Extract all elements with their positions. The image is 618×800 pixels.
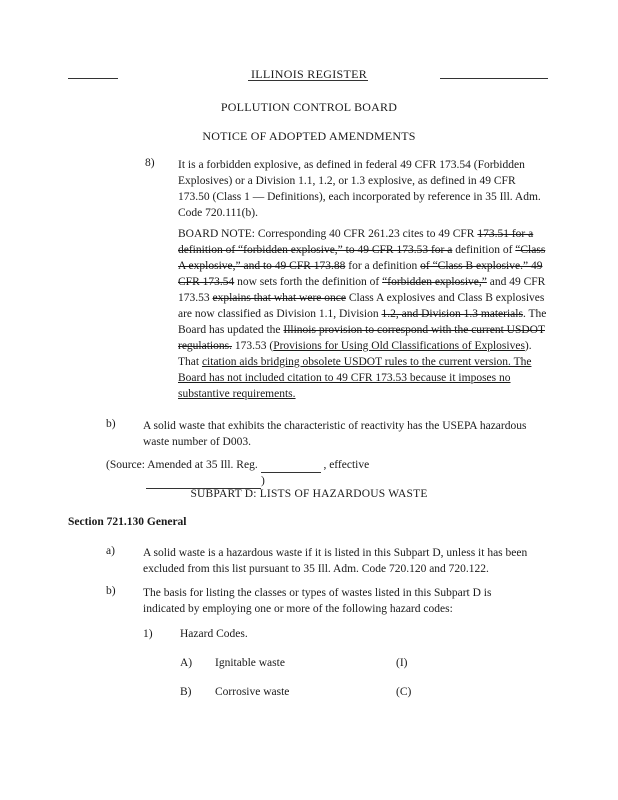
register-title: ILLINOIS REGISTER bbox=[250, 67, 368, 81]
board-note-underlined: Provisions for Using Old Classifications of Explosives bbox=[273, 340, 525, 352]
board-note-part: and 49 CFR 173.53 bbox=[178, 276, 546, 304]
source-suffix: ) bbox=[261, 475, 265, 487]
board-note-part: BOARD NOTE: Corresponding 40 CFR 261.23 cites to 49 CFR bbox=[178, 228, 478, 240]
board-note-struck: 1.2, and Division 1.3 materials bbox=[381, 308, 523, 320]
source-reg-blank bbox=[261, 472, 321, 473]
source-line bbox=[106, 457, 526, 489]
item-b-label: b) bbox=[106, 418, 116, 430]
board-note-underlined: citation aids bridging obsolete USDOT rules to the current version. The Board has not included citation to 49 CFR 173.53 because it imposes no substantive requirements. bbox=[178, 356, 532, 400]
section-b-label: b) bbox=[106, 585, 116, 597]
subpart-heading: SUBPART D: LISTS OF HAZARDOUS WASTE bbox=[190, 488, 428, 500]
board-note-part: Class A explosives and Class B explosives are now classified as Division 1.1, Division bbox=[178, 292, 545, 320]
board-note-part: ). That bbox=[178, 340, 532, 368]
board-note-part: now sets forth the definition of bbox=[234, 276, 383, 288]
hazard-row-label: A) bbox=[180, 657, 193, 669]
board-note-struck: “forbidden explosive,” bbox=[382, 276, 487, 288]
hazard-label: 1) bbox=[143, 628, 153, 640]
hazard-title: Hazard Codes. bbox=[180, 628, 248, 640]
item-b-text: A solid waste that exhibits the characteristic of reactivity has the USEPA hazardous waste number of D003. bbox=[143, 420, 527, 448]
board-note-struck: of “Class B explosive.” 49 CFR 173.54 bbox=[178, 260, 543, 288]
board-note-struck: Illinois provision to correspond with the current USDOT regulations. bbox=[178, 324, 545, 352]
board-note-part: for a definition bbox=[345, 260, 421, 272]
board-note-part: definition of bbox=[452, 244, 516, 256]
header-rule-right bbox=[440, 78, 548, 79]
board-note-part: 173.53 ( bbox=[231, 340, 274, 352]
section-a-label: a) bbox=[106, 545, 115, 557]
section-heading: Section 721.130 General bbox=[68, 516, 187, 528]
source-effective: , effective bbox=[323, 459, 370, 471]
board-title: POLLUTION CONTROL BOARD bbox=[220, 100, 398, 114]
hazard-row-name: Ignitable waste bbox=[215, 657, 285, 669]
hazard-row-label: B) bbox=[180, 686, 192, 698]
hazard-row-code: (C) bbox=[396, 686, 412, 698]
board-note-struck: 173.51 for a definition of “forbidden explosive,” to 49 CFR 173.53 for a bbox=[178, 228, 534, 256]
notice-title: NOTICE OF ADOPTED AMENDMENTS bbox=[202, 129, 416, 143]
header-rule-mid bbox=[248, 80, 368, 81]
source-prefix: (Source: Amended at 35 Ill. Reg. bbox=[106, 459, 258, 471]
board-note-struck: “Class A explosive,” and to 49 CFR 173.88 bbox=[178, 244, 546, 272]
section-b-text: The basis for listing the classes or types of wastes listed in this Subpart D is indicated by employing one or more of the following hazard codes: bbox=[143, 587, 492, 615]
board-note-part: . The Board has updated the bbox=[178, 308, 547, 336]
item-8-label: 8) bbox=[145, 157, 155, 169]
board-note-struck: explains that what were once bbox=[212, 292, 346, 304]
hazard-row-name: Corrosive waste bbox=[215, 686, 290, 698]
section-a-text: A solid waste is a hazardous waste if it is listed in this Subpart D, unless it has been excluded from this list pursuant to 35 Ill. Adm. Code 720.120 and 720.122. bbox=[143, 547, 528, 575]
board-note bbox=[178, 226, 550, 402]
hazard-row-code: (I) bbox=[396, 657, 408, 669]
item-8-text: It is a forbidden explosive, as defined in federal 49 CFR 173.54 (Forbidden Explosives) or a Division 1.1, 1.2, or 1.3 explosive, as defined in 49 CFR 173.50 (Class 1 — Definitions), each incorporated by reference in 35 Ill. Adm. Code 720.111(b). bbox=[178, 159, 541, 219]
